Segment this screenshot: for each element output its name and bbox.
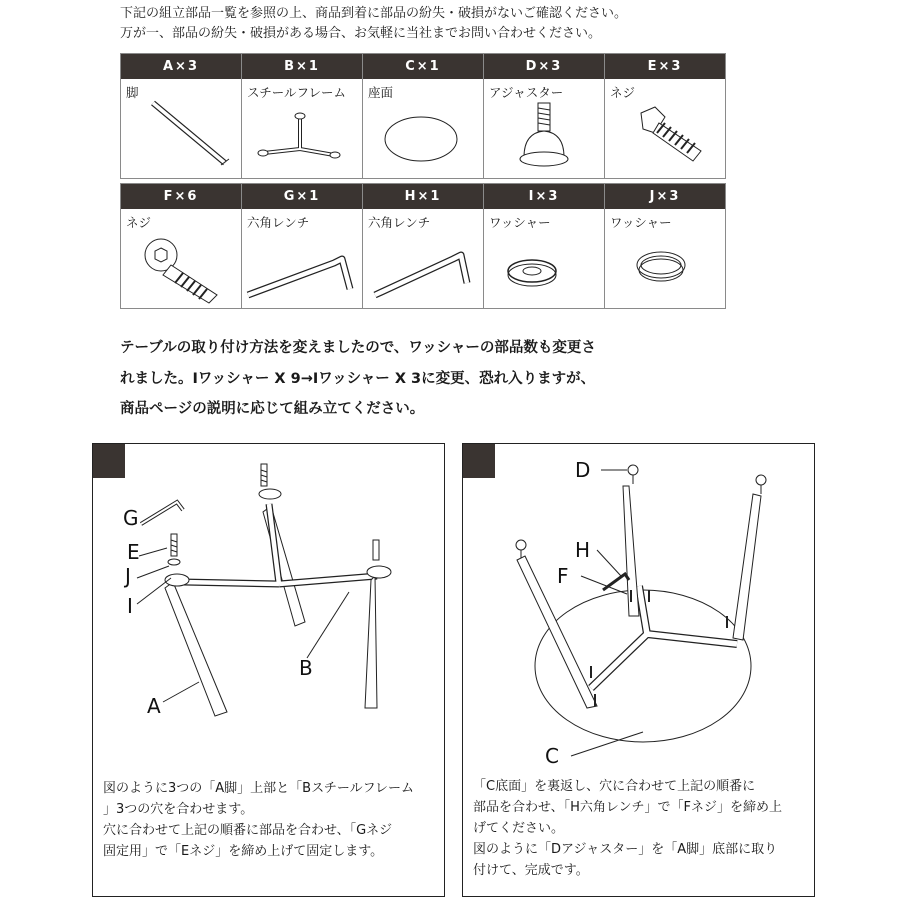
label-e: E [127, 540, 140, 564]
part-name: 六角レンチ [247, 215, 310, 230]
flat-washer-icon [484, 229, 604, 307]
step-1-text-3: 穴に合わせて上記の順番に部品を合わせ、「Gネジ [103, 823, 393, 838]
part-cell-j [604, 183, 726, 309]
step-2-panel [462, 443, 815, 897]
label-c: C [545, 744, 559, 768]
part-cell-e [604, 53, 726, 179]
part-cell-i [483, 183, 605, 309]
notice-line-1: テーブルの取り付け方法を変えましたので、ワッシャーの部品数も変更さ [120, 340, 596, 356]
adjuster-icon [484, 99, 604, 177]
label-b: B [299, 656, 313, 680]
part-name: ワッシャー [610, 215, 672, 230]
step-1-panel [92, 443, 445, 897]
notice-line-2: れました。Iワッシャー X 9→Iワッシャー X 3に変更、恐れ入りますが、 [120, 371, 596, 387]
part-name: アジャスター [489, 85, 564, 100]
label-g: G [123, 506, 139, 530]
hex-wrench-icon [242, 229, 362, 307]
part-cell-b [241, 53, 363, 179]
part-code: I×3 [484, 184, 604, 209]
notice-line-3: 商品ページの説明に応じて組み立てください。 [120, 401, 425, 417]
intro-line-1: 下記の組立部品一覧を参照の上、商品到着に部品の紛失・破損がないご確認ください。 [120, 6, 628, 21]
part-code: J×3 [605, 184, 725, 209]
label-f: F [557, 564, 569, 588]
part-code: E×3 [605, 54, 725, 79]
part-code: F×6 [121, 184, 241, 209]
part-name: ネジ [610, 85, 636, 100]
part-code: C×1 [363, 54, 483, 79]
seat-disc-icon [363, 99, 483, 177]
step-2-text-2: 部品を合わせ、「H六角レンチ」で「Fネジ」を締め上 [473, 800, 783, 815]
part-name: ネジ [126, 215, 152, 230]
part-cell-c [362, 53, 484, 179]
step-2-text-3: げてください。 [473, 821, 565, 836]
part-name: ワッシャー [489, 215, 551, 230]
part-code: A×3 [121, 54, 241, 79]
part-code: D×3 [484, 54, 604, 79]
hex-wrench-small-icon [363, 229, 483, 307]
part-cell-g [241, 183, 363, 309]
socket-screw-icon [121, 229, 241, 307]
label-j: J [125, 564, 131, 588]
part-name: 脚 [126, 85, 139, 100]
part-code: B×1 [242, 54, 362, 79]
part-code: G×1 [242, 184, 362, 209]
steel-frame-icon [242, 99, 362, 177]
table-assembly-diagram [463, 444, 816, 784]
step-1-text-4: 固定用」で「Eネジ」を締め上げて固定します。 [103, 844, 384, 859]
part-code: H×1 [363, 184, 483, 209]
step-2-text-4: 図のように「Dアジャスター」を「A脚」底部に取り [473, 842, 778, 857]
spring-washer-icon [605, 229, 725, 307]
label-i: I [127, 594, 133, 618]
part-cell-h [362, 183, 484, 309]
part-cell-a [120, 53, 242, 179]
part-cell-f [120, 183, 242, 309]
step-2-text-1: 「C底面」を裏返し、穴に合わせて上記の順番に [473, 779, 756, 794]
label-h: H [575, 538, 591, 562]
hex-bolt-icon [605, 99, 725, 177]
label-a: A [147, 694, 161, 718]
part-name: 座面 [368, 85, 394, 100]
part-name: スチールフレーム [247, 85, 347, 100]
leg-rod-icon [121, 99, 241, 177]
part-cell-d [483, 53, 605, 179]
label-d: D [575, 458, 591, 482]
step-1-text-1: 図のように3つの「A脚」上部と「Bスチールフレーム [103, 781, 415, 796]
part-name: 六角レンチ [368, 215, 431, 230]
step-1-text-2: 」3つの穴を合わせます。 [103, 802, 254, 817]
step-2-text-5: 付けて、完成です。 [473, 863, 589, 878]
intro-line-2: 万が一、部品の紛失・破損がある場合、お気軽に当社までお問い合わせください。 [120, 26, 602, 41]
frame-assembly-diagram [93, 444, 446, 784]
